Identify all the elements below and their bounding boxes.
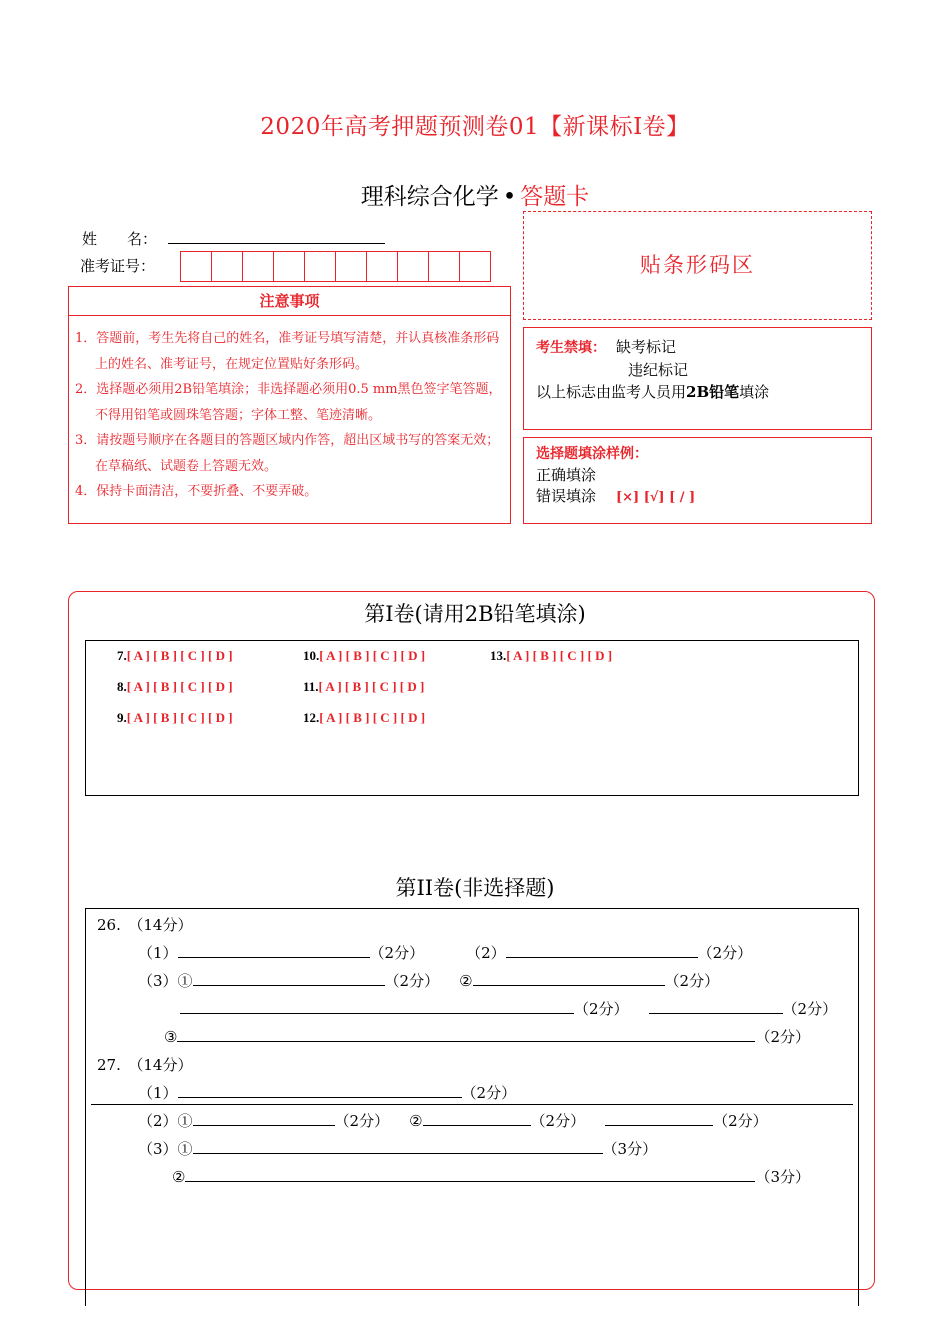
answer-blank[interactable]: [506, 943, 698, 958]
id-digit-cell[interactable]: [460, 252, 490, 281]
notice-body: [68, 316, 511, 524]
card-subtitle: [0, 178, 950, 211]
id-digit-cell[interactable]: [181, 252, 212, 281]
q26-heading: 26. （14分）: [97, 916, 193, 934]
notice-item: 3．请按题号顺序在各题目的答题区域内作答，超出区域书写的答案无效；在草稿纸、试题卷上答题无效。: [75, 433, 500, 474]
notice-heading: 注意事项: [68, 286, 511, 316]
proctor-note-bold: 2B铅笔: [686, 383, 740, 401]
wrong-fill: 错误填涂: [536, 487, 597, 505]
answer-card-label: 答题卡: [520, 184, 590, 210]
divider-line: [91, 1104, 853, 1105]
id-label: 准考证号：: [80, 257, 156, 275]
mc-question-10[interactable]: 10.[ A ] [ B ] [ C ] [ D ]: [303, 648, 426, 663]
part2-title: 第II卷(非选择题): [395, 876, 555, 900]
fill-example-box: [523, 437, 872, 524]
non-choice-box: [85, 908, 859, 1306]
answer-blank[interactable]: [473, 971, 665, 986]
q27-heading: 27. （14分）: [97, 1056, 193, 1074]
examinee-only-label: 考生禁填：: [536, 340, 606, 356]
mc-question-9[interactable]: 9.[ A ] [ B ] [ C ] [ D ]: [117, 710, 233, 725]
answer-blank[interactable]: [193, 1111, 335, 1126]
exam-title: 2020年高考押题预测卷01【新课标Ⅰ卷】: [260, 114, 690, 140]
notice-item: 2．选择题必须用2B铅笔填涂；非选择题必须用0.5 mm黑色签字笔答题，不得用铅笔或圆珠笔答题；字体工整、笔迹清晰。: [75, 382, 502, 423]
id-digit-cell[interactable]: [212, 252, 243, 281]
id-digit-cell[interactable]: [429, 252, 460, 281]
examinee-only-box: [523, 327, 872, 430]
mc-question-11[interactable]: 11.[ A ] [ B ] [ C ] [ D ]: [303, 679, 425, 694]
q26-line-2: （3）① （2分） ② （2分）: [138, 972, 720, 990]
id-number-grid[interactable]: [180, 251, 491, 282]
name-label: 姓 名：: [82, 230, 158, 248]
answer-blank[interactable]: [180, 999, 574, 1014]
mc-question-8[interactable]: 8.[ A ] [ B ] [ C ] [ D ]: [117, 679, 233, 694]
answer-blank[interactable]: [649, 999, 783, 1014]
answer-blank[interactable]: [193, 971, 385, 986]
violation-mark[interactable]: 违纪标记: [628, 361, 689, 379]
fill-example-label: 选择题填涂样例：: [536, 446, 648, 462]
correct-fill: 正确填涂: [536, 466, 597, 484]
answer-blank[interactable]: [178, 1083, 462, 1098]
q26-line-1: （1） （2分） （2） （2分）: [138, 944, 753, 962]
absent-mark[interactable]: 缺考标记: [616, 338, 677, 356]
wrong-fill-marks: [×] [√] [ / ]: [616, 490, 696, 505]
mc-question-7[interactable]: 7.[ A ] [ B ] [ C ] [ D ]: [117, 648, 233, 663]
subtitle-dot: •: [502, 184, 517, 210]
part1-title: 第Ⅰ卷(请用2B铅笔填涂): [364, 602, 586, 626]
q26-line-4: ③ （2分）: [164, 1028, 810, 1046]
answer-blank[interactable]: [605, 1111, 713, 1126]
proctor-note: 以上标志由监考人员用: [536, 383, 687, 401]
q27-line-3: （3）① （3分）: [138, 1140, 658, 1158]
q27-line-1: （1） （2分）: [138, 1084, 517, 1102]
id-digit-cell[interactable]: [274, 252, 305, 281]
answer-blank[interactable]: [178, 943, 370, 958]
id-digit-cell[interactable]: [367, 252, 398, 281]
proctor-note-end: 填涂: [739, 383, 770, 401]
q27-line-2: （2）① （2分） ② （2分） （2分）: [138, 1112, 768, 1130]
id-digit-cell[interactable]: [398, 252, 429, 281]
mc-question-12[interactable]: 12.[ A ] [ B ] [ C ] [ D ]: [303, 710, 426, 725]
answer-blank[interactable]: [185, 1167, 755, 1182]
id-digit-cell[interactable]: [243, 252, 274, 281]
q26-line-3: （2分） （2分）: [180, 998, 837, 1019]
answer-blank[interactable]: [177, 1027, 755, 1042]
subject-name: 理科综合化学: [360, 184, 499, 210]
id-digit-cell[interactable]: [305, 252, 336, 281]
barcode-area[interactable]: 贴条形码区: [523, 211, 872, 320]
id-digit-cell[interactable]: [336, 252, 367, 281]
notice-item: 4．保持卡面清洁，不要折叠、不要弄破。: [75, 484, 318, 499]
mc-question-13[interactable]: 13.[ A ] [ B ] [ C ] [ D ]: [490, 648, 613, 663]
q27-line-4: ② （3分）: [172, 1168, 810, 1186]
name-field[interactable]: [168, 243, 385, 244]
answer-blank[interactable]: [423, 1111, 531, 1126]
notice-item: 1．答题前，考生先将自己的姓名，准考证号填写清楚，并认真核准条形码上的姓名、准考证号，在规定位置贴好条形码。: [75, 331, 500, 372]
answer-blank[interactable]: [193, 1139, 603, 1154]
